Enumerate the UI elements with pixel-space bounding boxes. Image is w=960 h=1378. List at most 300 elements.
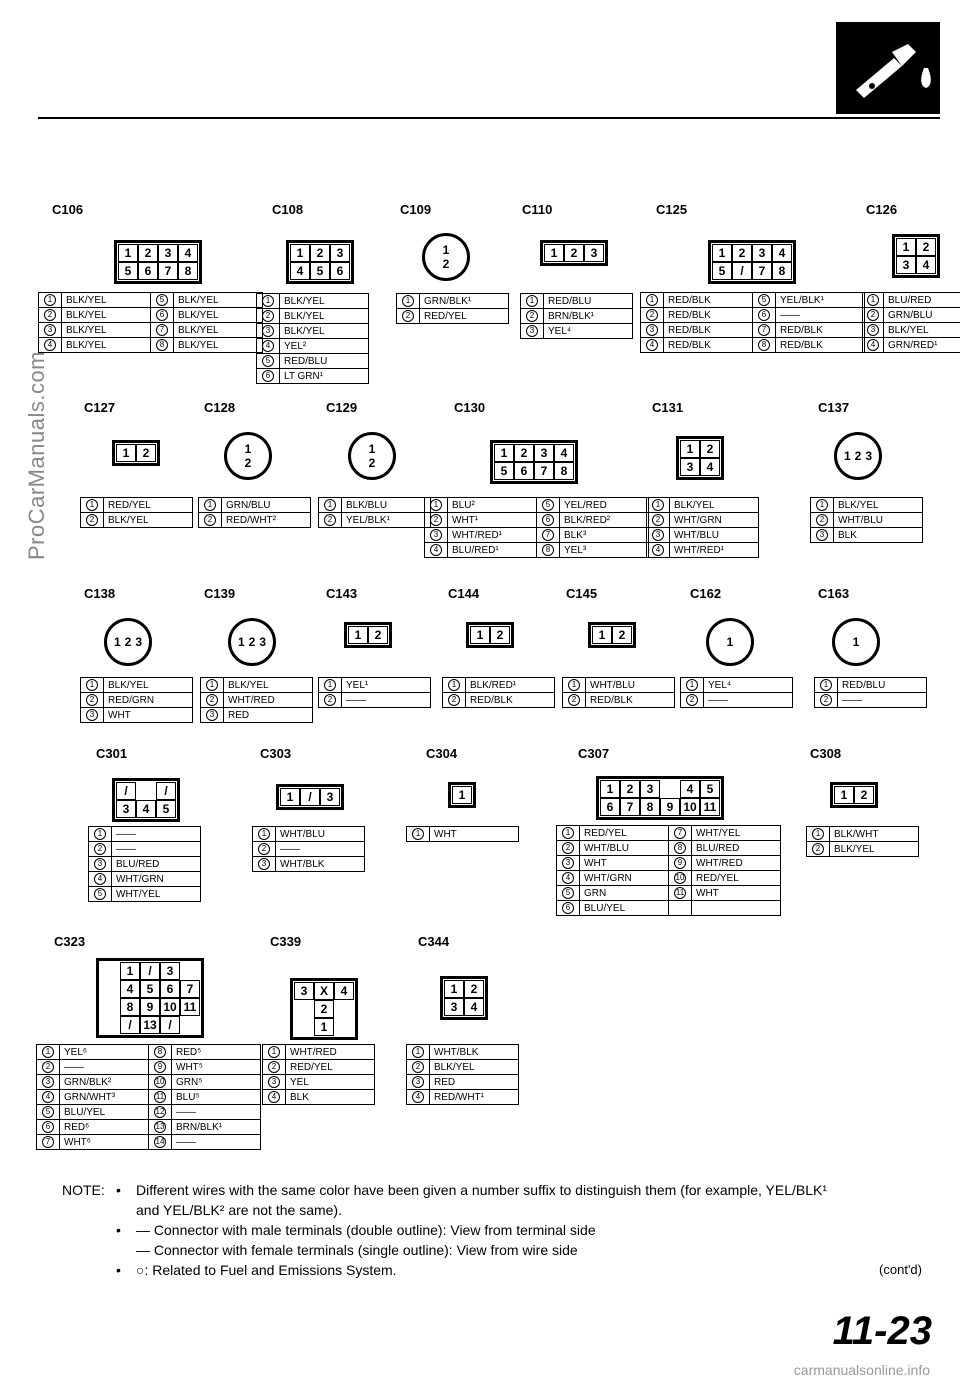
terminal-pin: 7: [620, 798, 640, 816]
pin-number: 2: [562, 842, 574, 854]
connector-diagram: [490, 440, 578, 484]
pin-cell: [253, 842, 276, 857]
pin-number: 3: [44, 324, 56, 336]
pin-cell: [407, 1075, 430, 1090]
table-row: [557, 826, 781, 841]
wire-table: [80, 677, 193, 723]
pin-cell: [407, 1090, 430, 1105]
pin-cell: [425, 498, 448, 513]
terminal-pin: /: [116, 782, 136, 800]
table-row: [407, 827, 519, 842]
terminal-pin: 3: [158, 244, 178, 262]
wire-color-cell: BLK: [286, 1090, 375, 1105]
pin-cell: [425, 543, 448, 558]
pin-cell: [863, 293, 884, 308]
connector-housing: [290, 978, 358, 1040]
wire-color-cell: WHT/BLU: [834, 513, 923, 528]
pin-number: 2: [268, 1061, 280, 1073]
connector-diagram: [290, 978, 358, 1041]
pin-number: 8: [758, 339, 770, 351]
pin-cell: [37, 1075, 60, 1090]
pin-cell: [669, 856, 692, 871]
terminal-pin: 7: [752, 262, 772, 280]
pin-cell: [753, 323, 776, 338]
terminal-pin: 4: [464, 998, 484, 1016]
wire-color-cell: GRN/BLK²: [60, 1075, 149, 1090]
terminal-pin: 3: [135, 635, 143, 649]
connector-diagram: [834, 432, 882, 480]
terminal-pin: 2: [368, 456, 376, 470]
pin-cell: [39, 293, 62, 308]
pin-cell: [39, 323, 62, 338]
table-row: [81, 708, 193, 723]
wire-color-cell: WHT: [430, 827, 519, 842]
table-row: [201, 678, 313, 693]
terminal-pin: 2: [700, 440, 720, 458]
connector-diagram: [440, 976, 488, 1020]
terminal-pin: 1: [368, 442, 376, 456]
wire-color-cell: BLK/YEL: [174, 323, 263, 338]
wire-color-cell: BLK/YEL: [174, 338, 263, 353]
pin-cell: [37, 1105, 60, 1120]
terminal-pin: /: [300, 788, 320, 806]
pin-number: 1: [204, 499, 216, 511]
wire-color-cell: BLK/YEL: [62, 293, 151, 308]
pin-cell: [537, 513, 560, 528]
pin-number: 8: [542, 544, 554, 556]
pin-cell: [641, 323, 664, 338]
wire-color-cell: RED/WHT¹: [430, 1090, 519, 1105]
terminal-pin: 1: [290, 244, 310, 262]
terminal-pin: 2: [514, 444, 534, 462]
terminal-pin: 8: [640, 798, 660, 816]
pin-row: [834, 786, 874, 804]
terminal-pin: 2: [314, 1000, 334, 1018]
pin-number: 4: [646, 339, 658, 351]
terminal-pin: 8: [554, 462, 574, 480]
pin-cell: [811, 528, 834, 543]
wire-color-cell: BLU/YEL: [60, 1105, 149, 1120]
table-row: [257, 354, 369, 369]
round-connector-housing: [224, 432, 272, 480]
pin-row: [444, 998, 484, 1016]
connector-diagram: [422, 233, 470, 281]
table-row: [815, 693, 927, 708]
wire-color-cell: BLK/YEL: [884, 323, 960, 338]
wire-color-cell: RED/BLU: [544, 294, 633, 309]
terminal-pin: 4: [700, 458, 720, 476]
connector-housing: [490, 440, 578, 484]
wire-color-cell: GRN/WHT³: [60, 1090, 149, 1105]
connector-diagram: [224, 432, 272, 480]
table-row: [647, 528, 759, 543]
pin-row: [680, 458, 720, 476]
pin-cell: [149, 1045, 172, 1060]
terminal-pin: 5: [140, 980, 160, 998]
terminal-pin: 3: [294, 982, 314, 1000]
connector-label: C308: [810, 746, 842, 761]
pin-cell: [811, 513, 834, 528]
table-row: [319, 678, 431, 693]
wire-color-cell: RED/WHT²: [222, 513, 311, 528]
table-row: [37, 1060, 261, 1075]
wire-color-cell: WHT/BLU: [670, 528, 759, 543]
connector-diagram: [832, 618, 880, 666]
terminal-pin: 3: [534, 444, 554, 462]
terminal-pin: 7: [534, 462, 554, 480]
connector-diagram: [112, 440, 160, 466]
wire-table: [38, 292, 263, 353]
wire-color-cell: RED/YEL: [286, 1060, 375, 1075]
wire-color-cell: RED/YEL: [692, 871, 781, 886]
terminal-pin: 1: [442, 243, 450, 257]
table-row: [641, 323, 865, 338]
pin-cell: [425, 513, 448, 528]
wire-color-cell: YEL/BLK¹: [342, 513, 431, 528]
wire-color-cell: BLK/YEL: [62, 323, 151, 338]
pin-cell: [149, 1135, 172, 1150]
wire-color-cell: BLK/YEL: [830, 842, 919, 857]
wire-color-cell: YEL⁶: [60, 1045, 149, 1060]
wire-color-cell: BLK: [834, 528, 923, 543]
table-row: [263, 1060, 375, 1075]
table-row: [199, 513, 311, 528]
connector-label: C139: [204, 586, 236, 601]
pin-cell: [681, 693, 704, 708]
connector-diagram: [830, 782, 878, 808]
table-row: [89, 827, 201, 842]
terminal-pin: 4: [680, 780, 700, 798]
terminal-pin: 10: [160, 998, 180, 1016]
pin-cell: [407, 1045, 430, 1060]
pin-number: 1: [268, 1046, 280, 1058]
connector-label: C126: [866, 202, 898, 217]
wire-color-cell: BLK/RED¹: [466, 678, 555, 693]
terminal-pin: 1: [237, 635, 245, 649]
terminal-pin: 5: [310, 262, 330, 280]
terminal-pin: 8: [178, 262, 198, 280]
pin-cell: [151, 308, 174, 323]
wire-color-cell: WHT/BLU: [276, 827, 365, 842]
pin-cell: [669, 871, 692, 886]
table-row: [81, 678, 193, 693]
pin-number: 2: [867, 309, 879, 321]
wire-color-cell: WHT/GRN: [580, 871, 669, 886]
table-row: [257, 309, 369, 324]
pin-cell: [521, 324, 544, 339]
wire-color-cell: WHT⁵: [172, 1060, 261, 1075]
pin-number: 6: [542, 514, 554, 526]
wire-color-cell: ——: [112, 827, 201, 842]
terminal-pin: 3: [116, 800, 136, 818]
terminal-pin: 2: [136, 444, 156, 462]
wire-color-cell: BLU/RED: [884, 293, 960, 308]
terminal-pin: 7: [180, 980, 200, 998]
pin-number: 11: [155, 1092, 165, 1101]
pin-number: 4: [268, 1091, 280, 1103]
terminal-pin: X: [314, 982, 334, 1000]
terminal-pin: 6: [138, 262, 158, 280]
wire-color-cell: GRN/BLU: [222, 498, 311, 513]
page-number: 11-23: [832, 1309, 932, 1353]
wire-color-cell: BLK/YEL: [104, 513, 193, 528]
pin-cell: [807, 827, 830, 842]
wire-color-cell: WHT⁶: [60, 1135, 149, 1150]
connector-label: C125: [656, 202, 688, 217]
table-row: [681, 678, 793, 693]
table-row: [263, 1045, 375, 1060]
pin-cell: [257, 354, 280, 369]
pin-number: 6: [758, 309, 770, 321]
connector-label: C131: [652, 400, 684, 415]
wire-table: [424, 497, 649, 558]
pin-row: [592, 626, 632, 644]
pin-number: 1: [816, 499, 828, 511]
wire-color-cell: BLK/YEL: [224, 678, 313, 693]
terminal-pin: 2: [244, 456, 252, 470]
wire-color-cell: ——: [704, 693, 793, 708]
pin-number: 5: [262, 355, 274, 367]
pin-cell: [425, 528, 448, 543]
table-row: [39, 338, 263, 353]
pin-number: 1: [86, 499, 98, 511]
wire-color-cell: RED: [224, 708, 313, 723]
terminal-pin: 3: [865, 449, 873, 463]
table-row: [863, 308, 960, 323]
pin-cell: [263, 1090, 286, 1105]
pin-cell: [37, 1060, 60, 1075]
pin-number: 2: [44, 309, 56, 321]
terminal-pin: 6: [160, 980, 180, 998]
pin-cell: [753, 338, 776, 353]
wire-color-cell: RED/BLK: [664, 338, 753, 353]
wire-color-cell: YEL: [286, 1075, 375, 1090]
terminal-pin: 9: [660, 798, 680, 816]
pin-number: 3: [268, 1076, 280, 1088]
pin-number: 2: [258, 843, 270, 855]
pin-cell: [263, 1075, 286, 1090]
connector-diagram: [892, 234, 940, 278]
terminal-pin: 1: [452, 786, 472, 804]
connector-label: C143: [326, 586, 358, 601]
wire-color-cell: RED⁶: [60, 1120, 149, 1135]
pin-cell: [257, 369, 280, 384]
table-row: [425, 498, 649, 513]
terminal-pin: 2: [916, 238, 936, 256]
pin-cell: [81, 513, 104, 528]
table-row: [319, 693, 431, 708]
table-row: [563, 678, 675, 693]
table-row: [863, 293, 960, 308]
pin-number: 1: [206, 679, 218, 691]
terminal-pin: 3: [752, 244, 772, 262]
pin-number: 3: [816, 529, 828, 541]
table-row: [641, 338, 865, 353]
pin-number: 2: [262, 310, 274, 322]
table-row: [811, 513, 923, 528]
terminal-pin: 1: [470, 626, 490, 644]
wire-color-cell: RED/BLK: [664, 293, 753, 308]
wire-table: [318, 497, 431, 528]
connector-diagram: [96, 958, 204, 1039]
pin-row: [116, 782, 176, 800]
terminal-pin: 4: [178, 244, 198, 262]
note-line-1: Different wires with the same color have been given a number suffix to distinguish them (for example, YEL/BLK¹: [136, 1182, 828, 1198]
pin-row: [712, 244, 792, 262]
wire-table: [318, 677, 431, 708]
connector-diagram: [344, 622, 392, 648]
pin-cell: [397, 309, 420, 324]
footer-url: carmanualsonline.info: [793, 1362, 930, 1378]
table-row: [253, 827, 365, 842]
pin-row: [294, 1018, 354, 1036]
wire-color-cell: GRN⁵: [172, 1075, 261, 1090]
pin-number: 9: [674, 857, 686, 869]
connector-label: C301: [96, 746, 128, 761]
table-row: [39, 323, 263, 338]
pin-cell: [39, 308, 62, 323]
table-row: [201, 693, 313, 708]
pin-number: 4: [562, 872, 574, 884]
table-row: [647, 513, 759, 528]
pin-number: 6: [262, 370, 274, 382]
terminal-pin: 4: [334, 982, 354, 1000]
connector-label: C137: [818, 400, 850, 415]
pin-cell: [201, 678, 224, 693]
note-line-2: — Connector with male terminals (double outline): View from terminal side: [136, 1222, 596, 1238]
terminal-pin: [100, 962, 120, 980]
terminal-pin: 2: [564, 244, 584, 262]
connector-diagram: [228, 618, 276, 666]
wire-color-cell: BLU²: [448, 498, 537, 513]
terminal-pin: /: [732, 262, 752, 280]
pin-cell: [201, 693, 224, 708]
pin-number: 13: [155, 1122, 165, 1131]
pin-cell: [37, 1045, 60, 1060]
table-row: [37, 1135, 261, 1150]
table-row: [863, 323, 960, 338]
wire-table: [80, 497, 193, 528]
wire-table: [198, 497, 311, 528]
wire-color-cell: RED/YEL: [104, 498, 193, 513]
pin-cell: [443, 693, 466, 708]
pin-number: 3: [86, 709, 98, 721]
wire-color-cell: GRN/BLK¹: [420, 294, 509, 309]
pin-row: [680, 440, 720, 458]
pin-number: 9: [154, 1061, 166, 1073]
pin-cell: [257, 339, 280, 354]
terminal-pin: 10: [680, 798, 700, 816]
wire-color-cell: RED/BLU: [838, 678, 927, 693]
wire-table: [646, 497, 759, 558]
pin-cell: [397, 294, 420, 309]
wire-color-cell: BLK/WHT: [830, 827, 919, 842]
pin-number: 1: [686, 679, 698, 691]
wire-table: [252, 826, 365, 872]
wire-color-cell: ——: [838, 693, 927, 708]
terminal-pin: 2: [854, 449, 862, 463]
terminal-pin: 5: [700, 780, 720, 798]
wire-table: [562, 677, 675, 708]
table-row: [89, 887, 201, 902]
connector-label: C323: [54, 934, 86, 949]
terminal-pin: [180, 1016, 200, 1034]
wire-color-cell: YEL⁴: [544, 324, 633, 339]
pin-cell: [319, 513, 342, 528]
table-row: [557, 901, 781, 916]
pin-number: 1: [430, 499, 442, 511]
pin-cell: [443, 678, 466, 693]
wire-color-cell: ——: [776, 308, 865, 323]
pin-cell: [257, 324, 280, 339]
table-row: [37, 1090, 261, 1105]
round-connector-housing: [422, 233, 470, 281]
terminal-pin: 3: [680, 458, 700, 476]
table-row: [815, 678, 927, 693]
connector-housing: [588, 622, 636, 648]
pin-cell: [81, 708, 104, 723]
pin-cell: [89, 842, 112, 857]
pin-number: 2: [812, 843, 824, 855]
connector-housing: [440, 976, 488, 1020]
pin-number: 1: [86, 679, 98, 691]
pin-cell: [641, 338, 664, 353]
terminal-pin: /: [140, 962, 160, 980]
connector-housing: [596, 776, 724, 820]
table-row: [253, 842, 365, 857]
table-row: [811, 528, 923, 543]
pin-number: 2: [42, 1061, 54, 1073]
pin-number: 2: [402, 310, 414, 322]
connector-label: C106: [52, 202, 84, 217]
terminal-pin: 3: [584, 244, 604, 262]
wire-table: [200, 677, 313, 723]
wire-table: [862, 292, 960, 353]
pin-number: 1: [568, 679, 580, 691]
round-connector-housing: [228, 618, 276, 666]
terminal-pin: 5: [156, 800, 176, 818]
wire-color-cell: WHT/RED¹: [670, 543, 759, 558]
table-row: [253, 857, 365, 872]
pin-cell: [81, 498, 104, 513]
pin-cell: [521, 309, 544, 324]
terminal-pin: 1: [544, 244, 564, 262]
pin-row: [470, 626, 510, 644]
pin-cell: [647, 513, 670, 528]
pin-cell: [815, 693, 838, 708]
terminal-pin: /: [120, 1016, 140, 1034]
wire-table: [262, 1044, 375, 1105]
table-row: [425, 528, 649, 543]
pin-number: 1: [448, 679, 460, 691]
wire-color-cell: LT GRN¹: [280, 369, 369, 384]
pin-number: 6: [156, 309, 168, 321]
table-row: [557, 841, 781, 856]
connector-diagram: [708, 240, 796, 284]
pin-number: 2: [646, 309, 658, 321]
pin-number: 7: [674, 827, 686, 839]
table-row: [443, 693, 555, 708]
connector-diagram: [114, 240, 202, 284]
wire-table: [442, 677, 555, 708]
round-connector-housing: [104, 618, 152, 666]
pin-cell: [39, 338, 62, 353]
wire-color-cell: RED/YEL: [420, 309, 509, 324]
terminal-pin: 1: [314, 1018, 334, 1036]
connector-label: C144: [448, 586, 480, 601]
connector-housing: [112, 440, 160, 466]
pin-row: [896, 256, 936, 274]
